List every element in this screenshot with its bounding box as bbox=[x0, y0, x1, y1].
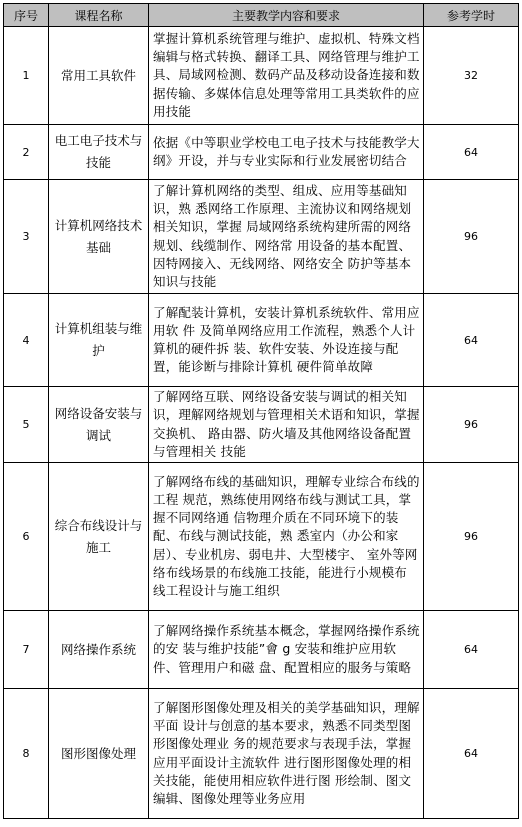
header-course-name: 课程名称 bbox=[49, 4, 149, 27]
row-index: 8 bbox=[4, 689, 49, 819]
row-index: 2 bbox=[4, 125, 49, 180]
table-row bbox=[4, 387, 519, 463]
header-index: 序号 bbox=[4, 4, 49, 27]
table-row bbox=[4, 125, 519, 180]
course-hours: 64 bbox=[424, 294, 519, 387]
course-hours: 64 bbox=[424, 611, 519, 689]
table-row bbox=[4, 689, 519, 819]
course-name: 计算机网络技术基础 bbox=[49, 180, 149, 294]
table-row bbox=[4, 611, 519, 689]
row-index: 6 bbox=[4, 463, 49, 611]
course-name: 图形图像处理 bbox=[49, 689, 149, 819]
course-name: 电工电子技术与技能 bbox=[49, 125, 149, 180]
course-content: 了解网络操作系统基本概念，掌握网络操作系统的安 装与维护技能”會 g 安装和维护应用软件、管理用户和磁 盘、配置相应的服务与策略 bbox=[149, 611, 424, 689]
table-row bbox=[4, 294, 519, 387]
course-name: 综合布线设计与施工 bbox=[49, 463, 149, 611]
row-index: 1 bbox=[4, 27, 49, 125]
course-name: 常用工具软件 bbox=[49, 27, 149, 125]
course-content: 了解配装计算机，安装计算机系统软件、常用应用软 件 及简单网络应用工作流程，熟悉个人计算机的硬件拆 装、软件安装、外设连接与配置，能诊断与排除计算机 硬件简单故障 bbox=[149, 294, 424, 387]
header-content: 主要教学内容和要求 bbox=[149, 4, 424, 27]
row-index: 7 bbox=[4, 611, 49, 689]
course-content: 了解计算机网络的类型、组成、应用等基础知识，熟 悉网络工作原理、主流协议和网络规划相关知识，掌握 局域网络系统构建所需的网络规划、线缆制作、网络常 用设备的基本配置、因特网接入、无线网络、网络安全 防护等基本知识与技能 bbox=[149, 180, 424, 294]
course-name: 网络设备安装与调试 bbox=[49, 387, 149, 463]
course-hours: 32 bbox=[424, 27, 519, 125]
table-row bbox=[4, 180, 519, 294]
row-index: 4 bbox=[4, 294, 49, 387]
course-hours: 64 bbox=[424, 689, 519, 819]
table-row bbox=[4, 463, 519, 611]
course-content: 掌握计算机系统管理与维护、虚拟机、特殊文档编辑与格式转换、翻译工具、网络管理与维护工具、局域网检测、数码产品及移动设备连接和数据传输、多媒体信息处理等常用工具类软件的应用技能 bbox=[149, 27, 424, 125]
course-hours: 96 bbox=[424, 180, 519, 294]
header-hours: 参考学时 bbox=[424, 4, 519, 27]
course-content: 了解图形图像处理及相关的美学基础知识，理解平面 设计与创意的基本要求，熟悉不同类型图形图像处理业 务的规范要求与表现手法，掌握应用平面设计主流软件 进行图形图像处理的相关技能，能使用相应软件进行图 形绘制、图文编辑、图像处理等业务应用 bbox=[149, 689, 424, 819]
course-name: 网络操作系统 bbox=[49, 611, 149, 689]
course-content: 了解网络布线的基础知识，理解专业综合布线的工程 规范，熟练使用网络布线与测试工具，掌握不同网络通 信物理介质在不同环境下的装配、布线与测试技能，熟 悉室内（办公和家居）、专业机房、弱电井、大型楼宇、 室外等网络布线场景的布线施工技能，能进行小规模布 线工程设计与施工组织 bbox=[149, 463, 424, 611]
table-header-row bbox=[4, 4, 519, 27]
course-table bbox=[3, 3, 519, 819]
course-name: 计算机组装与维护 bbox=[49, 294, 149, 387]
course-hours: 96 bbox=[424, 387, 519, 463]
course-content: 了解网络互联、网络设备安装与调试的相关知识，理解网络规划与管理相关术语和知识，掌握交换机、 路由器、防火墙及其他网络设备配置与管理相关 技能 bbox=[149, 387, 424, 463]
course-hours: 64 bbox=[424, 125, 519, 180]
course-hours: 96 bbox=[424, 463, 519, 611]
table-row bbox=[4, 27, 519, 125]
row-index: 3 bbox=[4, 180, 49, 294]
row-index: 5 bbox=[4, 387, 49, 463]
course-content: 依据《中等职业学校电工电子技术与技能教学大纲》开设，并与专业实际和行业发展密切结合 bbox=[149, 125, 424, 180]
